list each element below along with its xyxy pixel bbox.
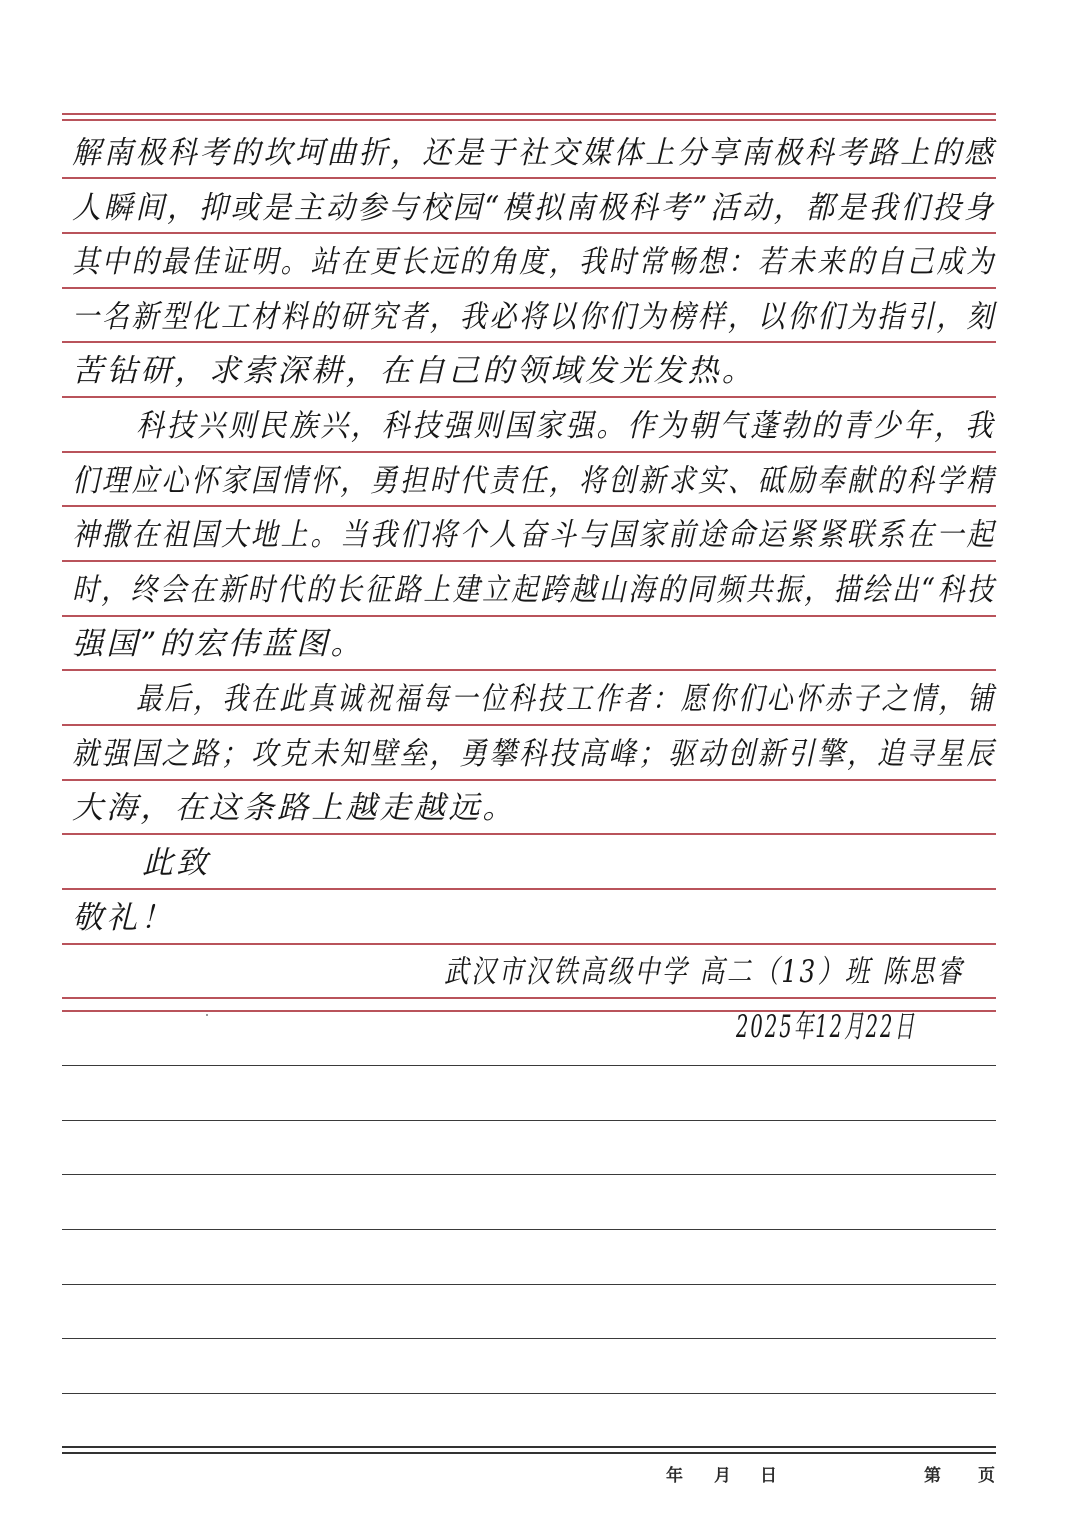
writing-rule <box>62 1284 996 1285</box>
writing-rule <box>62 888 996 890</box>
writing-rule <box>62 560 996 562</box>
footer-year-label: 年 <box>666 1466 683 1486</box>
letter-line: 神撒在祖国大地上。当我们将个人奋斗与国家前途命运紧紧联系在一起 <box>72 517 997 553</box>
footer-day-label: 日 <box>760 1466 777 1486</box>
writing-rule <box>62 1174 996 1175</box>
writing-rule <box>62 1229 996 1230</box>
writing-rule <box>62 232 996 234</box>
footer-page-label-1: 第 <box>924 1466 941 1486</box>
letter-line: 时，终会在新时代的长征路上建立起跨越山海的同频共振，描绘出“科技 <box>72 572 997 608</box>
ink-dot <box>206 1014 208 1016</box>
top-rule-2 <box>62 119 996 121</box>
writing-rule <box>62 1338 996 1339</box>
writing-rule <box>62 396 996 398</box>
writing-rule <box>62 177 996 179</box>
letter-line: 其中的最佳证明。站在更长远的角度，我时常畅想：若未来的自己成为 <box>72 244 997 280</box>
closing-salutation: 此致 <box>142 845 211 881</box>
writing-rule <box>62 505 996 507</box>
top-rule-1 <box>62 113 996 115</box>
letter-line: 解南极科考的坎坷曲折，还是于社交媒体上分享南极科考路上的感 <box>72 135 996 171</box>
writing-rule <box>62 451 996 453</box>
bottom-rule-1 <box>62 1446 996 1448</box>
writing-rule <box>62 1065 996 1066</box>
letter-line: 就强国之路；攻克未知壁垒，勇攀科技高峰；驱动创新引擎，追寻星辰 <box>72 736 997 772</box>
letter-line: 苦钻研，求索深耕，在自己的领域发光发热。 <box>72 353 756 389</box>
letter-line: 人瞬间，抑或是主动参与校园“模拟南极科考”活动，都是我们投身 <box>72 190 996 226</box>
writing-rule <box>62 1120 996 1121</box>
writing-rule <box>62 779 996 781</box>
letter-line: 最后，我在此真诚祝福每一位科技工作者：愿你们心怀赤子之情，铺 <box>136 681 996 717</box>
footer-month-label: 月 <box>714 1466 731 1486</box>
letter-line: 科技兴则民族兴，科技强则国家强。作为朝气蓬勃的青少年，我 <box>136 408 996 444</box>
writing-rule <box>62 287 996 289</box>
letter-line: 一名新型化工材料的研究者，我必将以你们为榜样，以你们为指引，刻 <box>72 299 997 335</box>
letter-line: 大海，在这条路上越走越远。 <box>72 790 517 826</box>
footer-page-label-2: 页 <box>978 1466 995 1486</box>
writing-rule <box>62 341 996 343</box>
letter-line: 们理应心怀家国情怀，勇担时代责任，将创新求实、砥励奉献的科学精 <box>72 463 997 499</box>
writing-rule <box>62 669 996 671</box>
writing-rule <box>62 997 996 999</box>
closing-greeting: 敬礼！ <box>72 900 175 936</box>
writing-rule <box>62 833 996 835</box>
bottom-rule-2 <box>62 1452 996 1454</box>
letter-line: 强国”的宏伟蓝图。 <box>72 626 365 662</box>
signature: 武汉市汉铁高级中学 高二（13）班 陈思睿 <box>444 954 965 990</box>
writing-rule <box>62 615 996 617</box>
writing-rule <box>62 1393 996 1394</box>
letter-date: 2025年12月22日 <box>736 1009 917 1045</box>
writing-rule <box>62 724 996 726</box>
writing-rule <box>62 943 996 945</box>
